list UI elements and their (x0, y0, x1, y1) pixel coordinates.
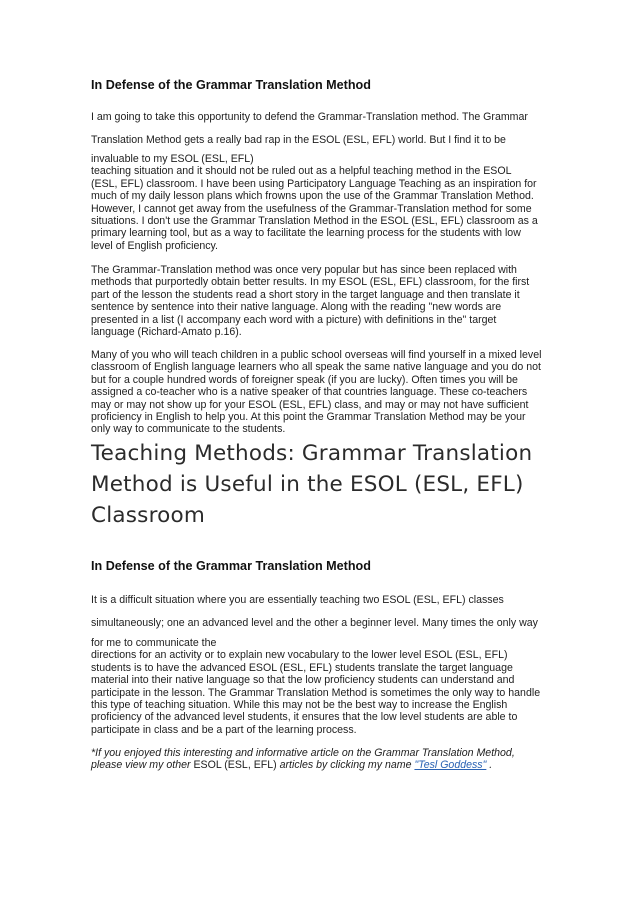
article-heading: In Defense of the Grammar Translation Method (91, 78, 371, 92)
text-line: (ESL, EFL) classroom. I have been using Participatory Language Teaching as an inspiration for (91, 177, 537, 190)
intro-paragraph (91, 106, 556, 152)
text-line: proficiency of the advanced level students, it ensures that the low level students are able to (91, 711, 518, 724)
text-line: for me to communicate the (91, 637, 217, 649)
page-title (91, 438, 532, 531)
paragraph-3 (91, 349, 561, 436)
text-line: situations. I don't use the Grammar Translation Method in the ESOL (ESL, EFL) classroom as a (91, 215, 538, 228)
intro-paragraph (91, 589, 556, 635)
footer-text: please view my other (91, 759, 191, 772)
text-line: Translation Method gets a really bad rap in the ESOL (ESL, EFL) world. But I find it to be (91, 134, 506, 146)
text-line: simultaneously; one an advanced level and the other a beginner level. Many times the only way (91, 617, 538, 629)
footer-text: ESOL (ESL, EFL) (190, 759, 280, 772)
text-line: much of my daily lesson plans which frowns upon the use of the Grammar Translation Method. (91, 190, 534, 203)
text-line: invaluable to my ESOL (ESL, EFL) (91, 153, 254, 165)
text-line: this type of teaching situation. While this may not be the best way to increase the English (91, 699, 508, 712)
author-link[interactable]: "Tesl Goddess" (414, 759, 487, 772)
text-line: level of English proficiency. (91, 239, 218, 252)
title-line: Classroom (91, 503, 205, 528)
text-line: methods that purportedly obtain better results. In my ESOL (ESL, EFL) classroom, for the first (91, 276, 530, 289)
text-line: assigned a co-teacher who is a native speaker of that countries language. These co-teachers (91, 386, 528, 399)
footer-line: *If you enjoyed this interesting and informative article on the Grammar Translation Method, (91, 747, 515, 759)
text-line: proficiency in English to help you. At this point the Grammar Translation Method may be your (91, 411, 526, 424)
text-line: students is to have the advanced ESOL (ESL, EFL) students translate the target language (91, 661, 513, 674)
title-line: Teaching Methods: Grammar Translation (91, 441, 533, 466)
text-line: teaching situation and it should not be ruled out as a helpful teaching method in the ESOL (91, 165, 512, 178)
text-line: primary learning tool, but as a way to facilitate the learning process for the students with low (91, 227, 521, 240)
text-line: directions for an activity or to explain new vocabulary to the lower level ESOL (ESL, EFL) (91, 649, 508, 662)
article-heading: In Defense of the Grammar Translation Method (91, 559, 371, 573)
footer-text: . (486, 759, 493, 772)
footer-note (91, 747, 561, 772)
text-line: I am going to take this opportunity to defend the Grammar-Translation method. The Grammar (91, 111, 528, 123)
text-line: material into their native language so that the low proficiency students can understand and (91, 674, 515, 687)
paragraph-4 (91, 637, 561, 736)
text-line: classroom of English language learners who all speak the same native language and you do not (91, 361, 541, 374)
text-line: participate in the lesson. The Grammar Translation Method is sometimes the only way to handle (91, 686, 541, 699)
text-line: participate in class and be a part of the learning process. (91, 723, 357, 736)
title-line: Method is Useful in the ESOL (ESL, EFL) (91, 472, 524, 497)
text-line: but for a couple hundred words of foreigner speak (if you are lucky). Often times you will be (91, 373, 518, 386)
text-line: presented in a list (I accompany each word with a picture) with definitions in the" target (91, 313, 497, 326)
text-line: It is a difficult situation where you are essentially teaching two ESOL (ESL, EFL) classes (91, 594, 504, 606)
text-line: part of the lesson the students read a short story in the target language and then translate it (91, 288, 520, 301)
text-line: sentence by sentence into their native language. Along with the reading "new words are (91, 301, 502, 314)
text-line: may or may not show up for your ESOL (ESL, EFL) class, and may or may not have sufficient (91, 398, 529, 411)
paragraph-1 (91, 153, 561, 252)
text-line: Many of you who will teach children in a public school overseas will find yourself in a mixed level (91, 349, 542, 361)
text-line: The Grammar-Translation method was once very popular but has since been replaced with (91, 264, 517, 276)
text-line: only way to communicate to the students. (91, 423, 286, 436)
text-line: However, I cannot get away from the usefulness of the Grammar-Translation method for some (91, 202, 532, 215)
text-line: language (Richard-Amato p.16). (91, 326, 242, 339)
footer-text: articles by clicking my name (279, 759, 415, 772)
footer-line (91, 759, 561, 771)
paragraph-2 (91, 264, 561, 338)
